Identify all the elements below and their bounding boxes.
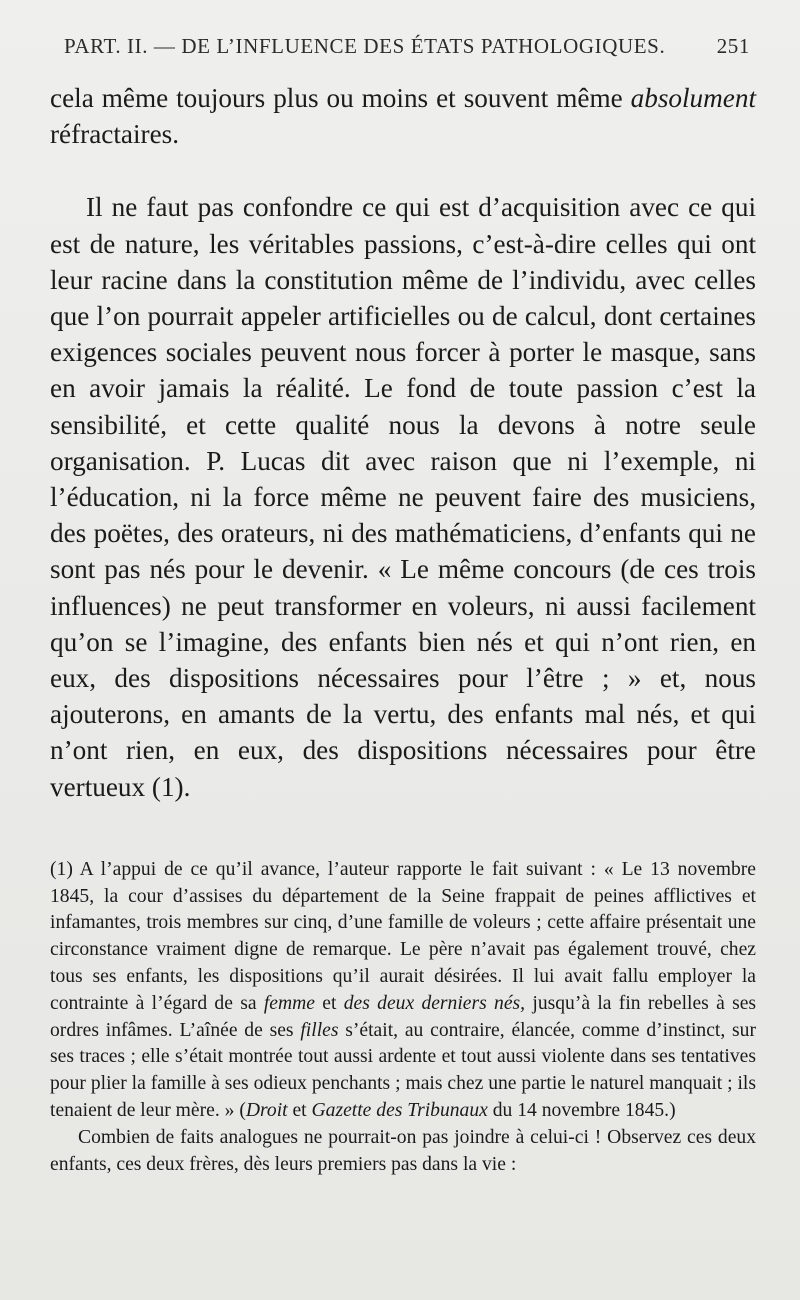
- paragraph-continuation: [50, 80, 756, 152]
- italic-text: Droit: [245, 1100, 288, 1122]
- footnote-text: (1) A l’appui de ce qu’il avance, l’auteur rapporte le fait suivant : « Le 13 novembre 1845, la cour d’assises du département de la Seine frappait de peines afflictives et infamantes, trois membres sur cinq, d’une famille de voleurs ; cette affaire présentait une circonstance vraiment digne de remarque. Le père n’avait pas également trouvé, chez tous ses enfants, les dispositions qu’il aurait désirées. Il lui avait fallu employer la contrainte à l’égard de sa: [50, 858, 756, 1014]
- page-number: 251: [716, 34, 750, 58]
- footnote-text: jusqu’à la fin rebelles à ses ordres infâmes. L’aînée de ses: [50, 992, 757, 1041]
- footnote-text: et: [314, 992, 344, 1014]
- footnote-paragraph: Combien de faits analogues ne pourrait-on pas joindre à celui-ci ! Observez ces deux enfants, ces deux frères, dès leurs premiers pas dans la vie :: [50, 1126, 756, 1175]
- italic-text: femme: [263, 992, 315, 1014]
- main-text: [50, 80, 756, 805]
- footnote-text: du 14 novembre 1845.): [487, 1100, 676, 1122]
- italic-text: filles: [300, 1019, 339, 1041]
- footnote: [50, 857, 756, 1179]
- running-head-title: PART. II. — DE L’INFLUENCE DES ÉTATS PATHOLOGIQUES.: [64, 34, 666, 58]
- running-head: [64, 34, 750, 74]
- italic-text: Gazette des Tribunaux: [311, 1100, 488, 1122]
- paragraph-text: cela même toujours plus ou moins et souvent même: [50, 83, 631, 113]
- paragraph: [50, 189, 756, 804]
- footnote-text: s’était, au contraire, élancée, comme d’instinct, sur ses traces ; elle s’était montrée tout aussi ardente et tout aussi violente dans ses tentatives pour plier la famille à ses odieux penchants ; mais chez une partie le naturel manquait ; ils tenaient de leur mère. » (: [50, 1019, 756, 1122]
- paragraph-gap: [50, 152, 756, 189]
- paragraph-text: réfractaires.: [50, 119, 180, 150]
- footnote-paragraph: [50, 857, 756, 1125]
- paragraph-text: Il ne faut pas confondre ce qui est d’acquisition avec ce qui est de nature, les véritables passions, c’est-à-dire celles qui ont leur racine dans la constitution même de l’individu, avec celles que l’on pourrait appeler artificielles ou de calcul, dont certaines exigences sociales peuvent nous forcer à porter le masque, sans en avoir jamais la réalité. Le fond de toute passion c’est la sensibilité, et cette qualité nous la devons à notre seule organisation. P. Lucas dit avec raison que ni l’exemple, ni l’éducation, ni la force même ne peuvent faire des musiciens, des poëtes, des orateurs, ni des mathématiciens, d’enfants qui ne sont pas nés pour le devenir. « Le même concours (de ces trois influences) ne peut transformer en voleurs, ni aussi facilement qu’on se l’imagine, des enfants bien nés et qui n’ont rien, en eux, des dispositions nécessaires pour l’être ; » et, nous ajouterons, en amants de la vertu, des enfants mal nés, et qui n’ont rien, en eux, des dispositions nécessaires pour être vertueux (1).: [50, 192, 756, 802]
- footnote-text: et: [287, 1100, 312, 1122]
- italic-text: absolument: [630, 83, 756, 113]
- italic-text: des deux derniers nés,: [343, 992, 526, 1014]
